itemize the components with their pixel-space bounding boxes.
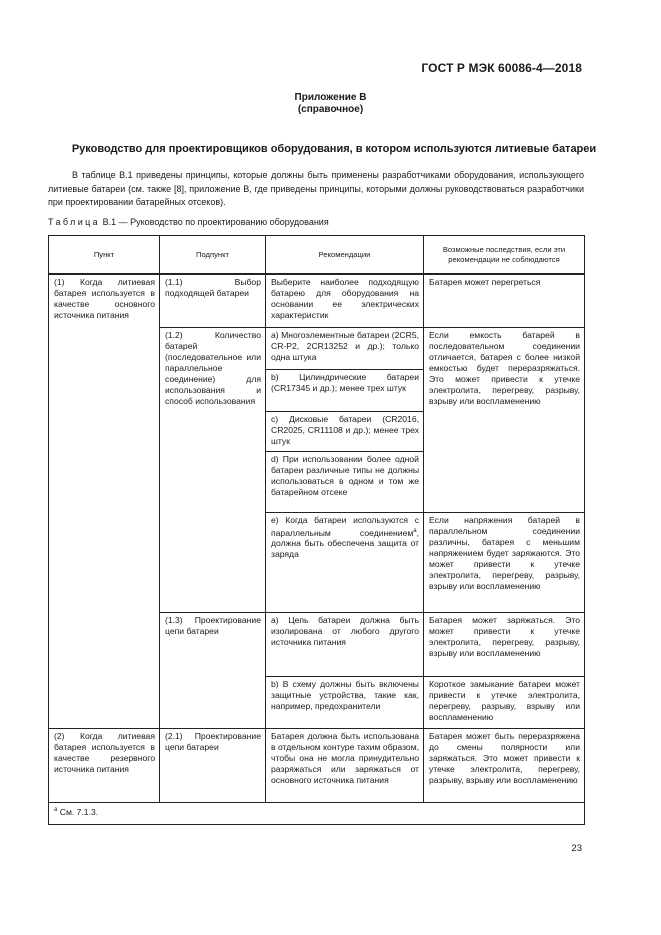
footnote-text: См. 7.1.3. xyxy=(57,806,99,817)
recommendation-cell: a) Цепь батареи должна быть изолирована от любого другого источника питания xyxy=(266,612,424,676)
table-row xyxy=(49,274,585,327)
subpoint-cell: (1.2) Количество батарей (последовательное или параллельное соединение) для использования и способ использования xyxy=(160,327,266,612)
recommendation-cell xyxy=(266,512,424,612)
document-code: ГОСТ Р МЭК 60086-4—2018 xyxy=(421,61,582,75)
consequence-cell: Короткое замыкание батареи может привести к утечке электролита, перегреву, разрыву, взрыву или воспламенению xyxy=(424,676,585,728)
subpoint-cell: (1.3) Проектирование цепи батареи xyxy=(160,612,266,728)
design-guide-table xyxy=(48,235,585,825)
table-caption-prefix: Таблица xyxy=(48,217,101,227)
table-footnote-row xyxy=(49,802,585,824)
page-number: 23 xyxy=(571,843,582,854)
recommendation-text: e) Когда батареи используются с параллельным соединением xyxy=(271,514,419,538)
intro-paragraph: В таблице В.1 приведены принципы, которые должны быть применены разработчиками оборудования, использующего литиевые батареи (см. также [8], приложение В, где приведены принципы, которыми должны руководствоваться разработчики при проектировании батарейных отсеков). xyxy=(48,170,584,207)
header-point: Пункт xyxy=(49,236,160,275)
annex-title: Приложение В xyxy=(294,92,367,103)
recommendation-cell: a) Многоэлементные батареи (2CR5, CR-P2, 2CR13252 и др.); только одна штука xyxy=(266,327,424,369)
consequence-cell: Если напряжения батарей в параллельном соединении различны, батарея с меньшим напряжением будет заряжаются. Это может привести к утечке электролита, перегреву, разрыву, взрыву или воспламенению xyxy=(424,512,585,612)
table-footnote xyxy=(49,802,585,824)
header-consequences: Возможные последствия, если эти рекомендации не соблюдаются xyxy=(424,236,585,275)
recommendation-cell: Батарея должна быть использована в отдельном контуре тахим образом, чтобы она не могла принудительно разряжаться или заряжаться от основного источника питания xyxy=(266,728,424,802)
footnote-mark: a xyxy=(413,527,417,534)
section-title: Руководство для проектировщиков оборудования, в котором используются литиевые батареи xyxy=(71,143,597,155)
table-caption-number: В.1 xyxy=(102,217,117,227)
footnote-mark: a xyxy=(54,806,58,813)
subpoint-cell: (2.1) Проектирование цепи батареи xyxy=(160,728,266,802)
table-caption-text: — Руководство по проектированию оборудования xyxy=(116,217,329,227)
header-recommendations: Рекомендации xyxy=(266,236,424,275)
annex-subtitle: (справочное) xyxy=(297,104,364,115)
point-cell: (2) Когда литиевая батарея используется в качестве резервного источника питания xyxy=(49,728,160,802)
recommendation-cell: d) При использовании более одной батареи различные типы не должны использоваться в одном и том же батарейном отсеке xyxy=(266,451,424,512)
annex-heading xyxy=(0,92,661,116)
subpoint-cell: (1.1) Выбор подходящей батареи xyxy=(160,274,266,327)
consequence-cell: Батарея может заряжаться. Это может привести к утечке электролита, перегреву, разрыву, взрыву или воспламенению xyxy=(424,612,585,676)
table-header-row xyxy=(49,236,585,275)
recommendation-cell: b) В схему должны быть включены защитные устройства, такие как, например, предохранители xyxy=(266,676,424,728)
point-cell: (1) Когда литиевая батарея используется в качестве основного источника питания xyxy=(49,274,160,728)
table-row xyxy=(49,728,585,802)
table-caption xyxy=(48,217,329,227)
recommendation-text-tail: , должна быть обеспечена защита от заряда xyxy=(271,527,419,560)
consequence-cell: Батарея может быть переразряжена до смены полярности или заряжаться. Это может привести к утечке электролита, перегреву, разрыву, взрыву или воспламенению xyxy=(424,728,585,802)
header-subpoint: Подпункт xyxy=(160,236,266,275)
consequence-cell: Батарея может перегреться xyxy=(424,274,585,327)
recommendation-cell: c) Дисковые батареи (CR2016, CR2025, CR11108 и др.); менее трех штук xyxy=(266,411,424,451)
recommendation-cell: Выберите наиболее подходящую батарею для оборудования на основании ее электрических характеристик xyxy=(266,274,424,327)
consequence-cell: Если емкость батарей в последовательном соединении отличается, батарея с более низкой емкостью будет переразряжаться. Это может привести к утечке электролита, перегреву, разрыву, взрыву или воспламенению xyxy=(424,327,585,512)
recommendation-cell: b) Цилиндрические батареи (CR17345 и др.); менее трех штук xyxy=(266,369,424,411)
